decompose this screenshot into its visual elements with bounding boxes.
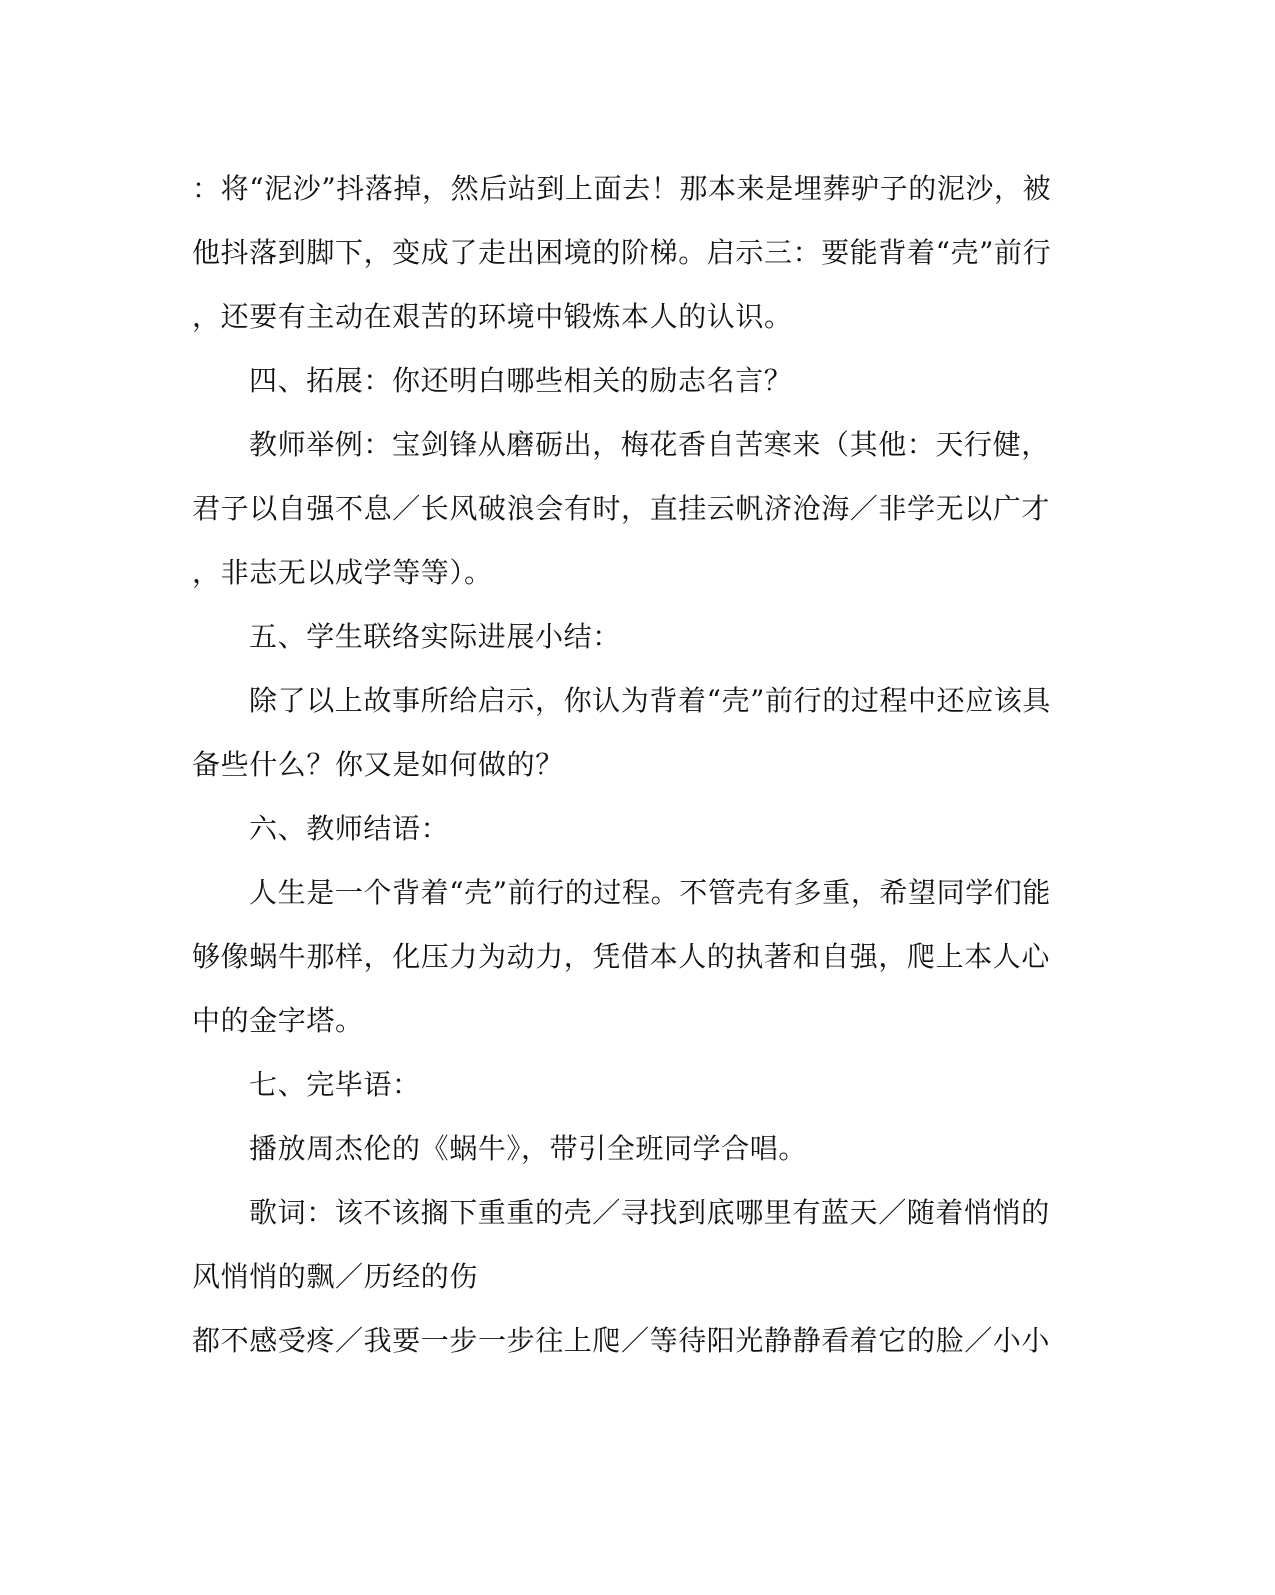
text-line: 备些什么？你又是如何做的？ (192, 748, 564, 781)
section-heading: 七、完毕语： (249, 1068, 421, 1101)
text-line: 教师举例：宝剑锋从磨砺出，梅花香自苦寒来（其他：天行健， (249, 428, 1050, 461)
text-line: ：将“泥沙”抖落掉，然后站到上面去！那本来是埋葬驴子的泥沙，被 (192, 172, 1052, 205)
text-line: 中的金字塔。 (192, 1004, 364, 1037)
section-heading: 四、拓展：你还明白哪些相关的励志名言？ (249, 364, 793, 397)
text-line: 人生是一个背着“壳”前行的过程。不管壳有多重，希望同学们能 (249, 876, 1052, 909)
text-line: 除了以上故事所给启示，你认为背着“壳”前行的过程中还应该具 (249, 684, 1052, 717)
text-line: ，还要有主动在艰苦的环境中锻炼本人的认识。 (192, 300, 793, 333)
text-line: 君子以自强不息／长风破浪会有时，直挂云帆济沧海／非学无以广才 (192, 492, 1051, 525)
section-heading: 六、教师结语： (249, 812, 450, 845)
text-line: 他抖落到脚下，变成了走出困境的阶梯。启示三：要能背着“壳”前行 (192, 236, 1052, 269)
text-line: 歌词：该不该搁下重重的壳／寻找到底哪里有蓝天／随着悄悄的 (249, 1196, 1050, 1229)
text-line: 都不感受疼／我要一步一步往上爬／等待阳光静静看着它的脸／小小 (192, 1324, 1051, 1357)
text-line: 够像蜗牛那样，化压力为动力，凭借本人的执著和自强，爬上本人心 (192, 940, 1051, 973)
text-line: 播放周杰伦的《蜗牛》，带引全班同学合唱。 (249, 1132, 808, 1165)
text-line: ，非志无以成学等等）。 (192, 556, 493, 589)
text-line: 风悄悄的飘／历经的伤 (192, 1260, 479, 1293)
section-heading: 五、学生联络实际进展小结： (249, 620, 621, 653)
